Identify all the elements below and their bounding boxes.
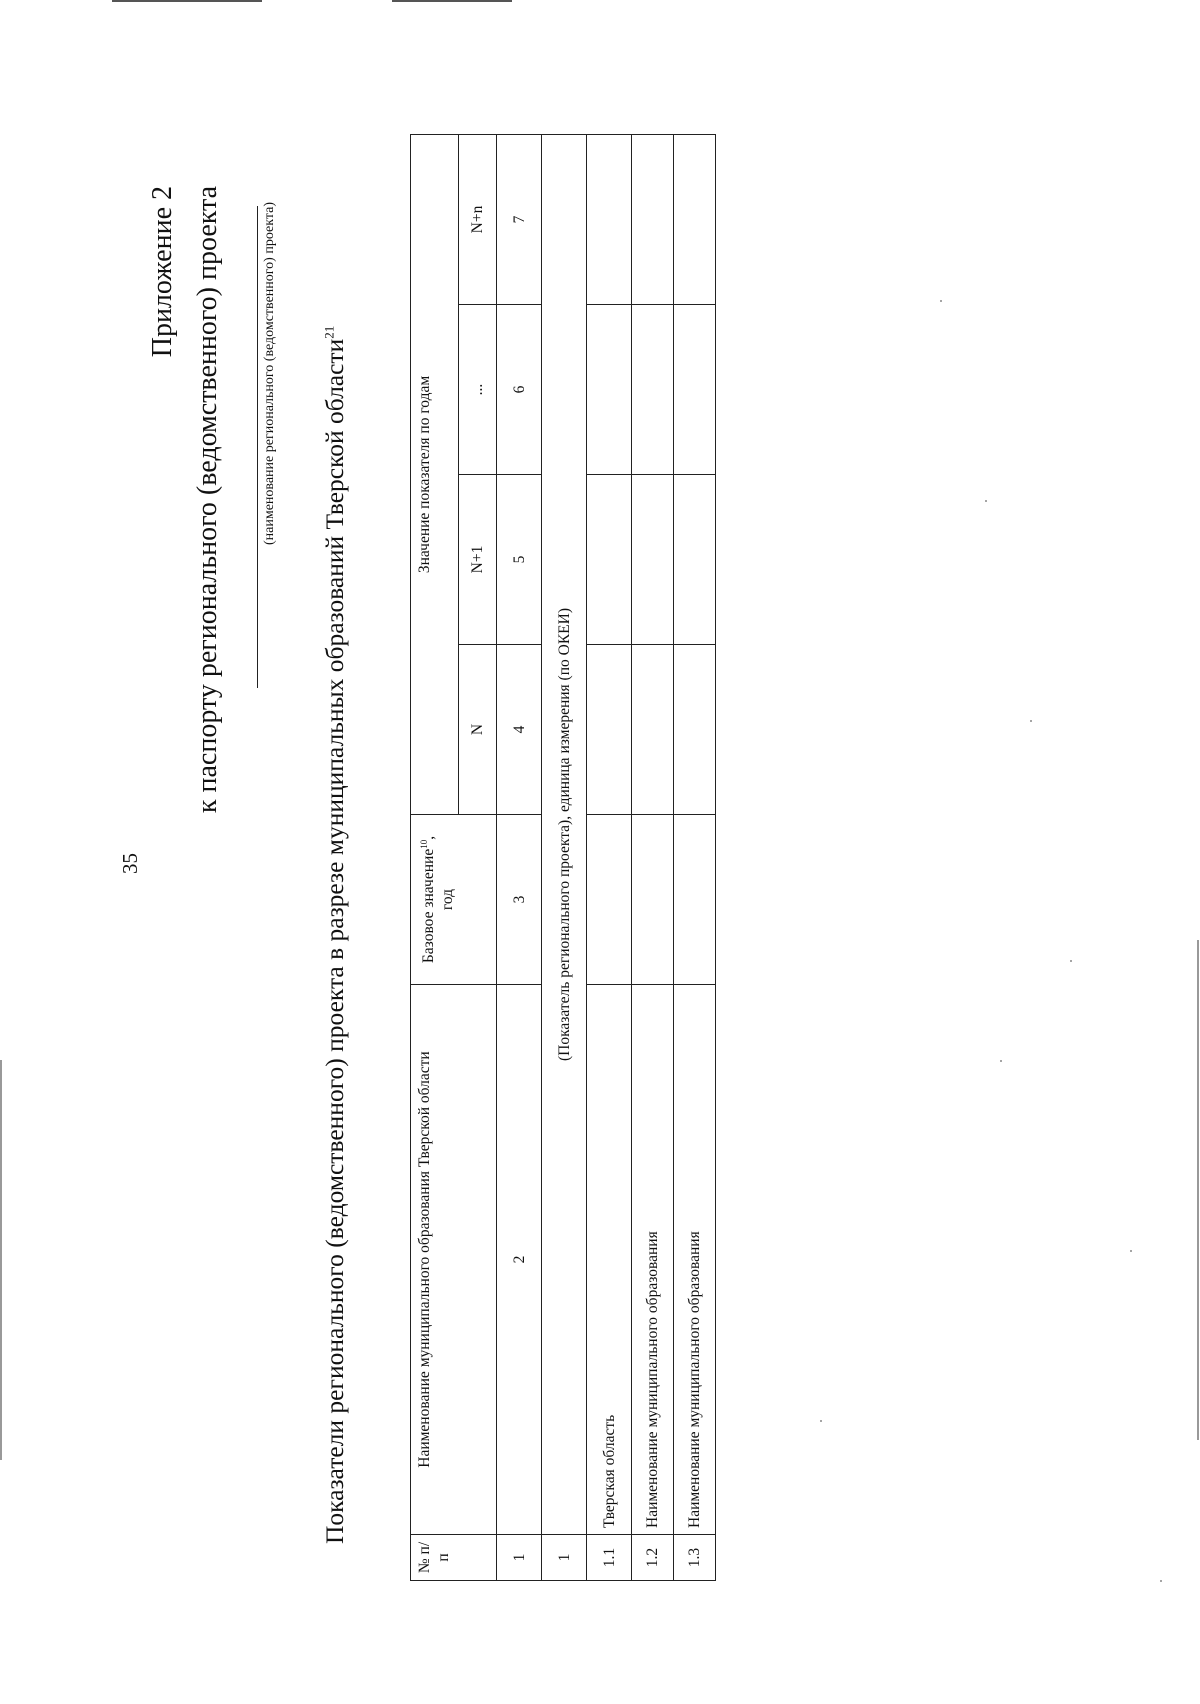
- column-number: 1: [497, 1535, 542, 1581]
- row-cell: [674, 475, 716, 645]
- header-year-dots: ...: [459, 305, 497, 475]
- row-cell: [674, 305, 716, 475]
- row-cell: [587, 134, 632, 304]
- row-name: Наименование муниципального образования: [674, 985, 716, 1535]
- table-row: [632, 134, 674, 1580]
- indicators-table: [410, 134, 716, 1581]
- header-year-n: N: [459, 645, 497, 815]
- column-number: 4: [497, 645, 542, 815]
- row-cell: [674, 815, 716, 985]
- row-num: 1.1: [587, 1535, 632, 1581]
- column-number: 2: [497, 985, 542, 1535]
- row-cell: [632, 645, 674, 815]
- header-row-1: [411, 134, 459, 1580]
- header-base-value-footnote: 10: [419, 839, 429, 849]
- row-cell: [632, 305, 674, 475]
- row-num: 1.3: [674, 1535, 716, 1581]
- header-base-value-comma: ,: [420, 835, 438, 840]
- row-name: Тверская область: [587, 985, 632, 1535]
- main-title-footnote: 21: [321, 325, 337, 339]
- header-year-n1: N+1: [459, 475, 497, 645]
- header-base-value-text: Базовое значение: [420, 848, 438, 964]
- row-cell: [587, 645, 632, 815]
- row-cell: [674, 645, 716, 815]
- section-row: [542, 134, 587, 1580]
- section-row-num: 1: [542, 1535, 587, 1581]
- appendix-title: Приложение 2: [147, 186, 178, 358]
- row-cell: [587, 305, 632, 475]
- section-row-text: (Показатель регионального проекта), единица измерения (по ОКЕИ): [542, 134, 587, 1534]
- table-row: [674, 134, 716, 1580]
- row-name: Наименование муниципального образования: [632, 985, 674, 1535]
- column-number: 6: [497, 305, 542, 475]
- row-cell: [632, 475, 674, 645]
- row-cell: [632, 815, 674, 985]
- row-cell: [632, 134, 674, 304]
- main-title-text: Показатели регионального (ведомственного) проекта в разрезе муниципальных образований Тверской области: [320, 338, 349, 1544]
- column-number: 5: [497, 475, 542, 645]
- header-year-nn: N+n: [459, 134, 497, 304]
- column-number: 3: [497, 815, 542, 985]
- header-num: № п/п: [411, 1535, 497, 1581]
- header-base-value-year: год: [439, 888, 457, 911]
- table-row: [587, 134, 632, 1580]
- header-municipality: Наименование муниципального образования Тверской области: [411, 985, 497, 1535]
- row-num: 1.2: [632, 1535, 674, 1581]
- row-cell: [587, 475, 632, 645]
- page-number: 35: [118, 853, 142, 874]
- column-number: 7: [497, 134, 542, 304]
- header-values-by-year: Значение показателя по годам: [411, 134, 459, 814]
- project-name-caption: (наименование регионального (ведомственного) проекта): [262, 202, 277, 546]
- main-title: [320, 326, 350, 1544]
- column-number-row: [497, 134, 542, 1580]
- row-cell: [674, 134, 716, 304]
- appendix-subtitle: к паспорту регионального (ведомственного) проекта: [192, 186, 223, 814]
- project-name-line: [257, 206, 258, 688]
- header-base-value: [411, 815, 497, 985]
- row-cell: [587, 815, 632, 985]
